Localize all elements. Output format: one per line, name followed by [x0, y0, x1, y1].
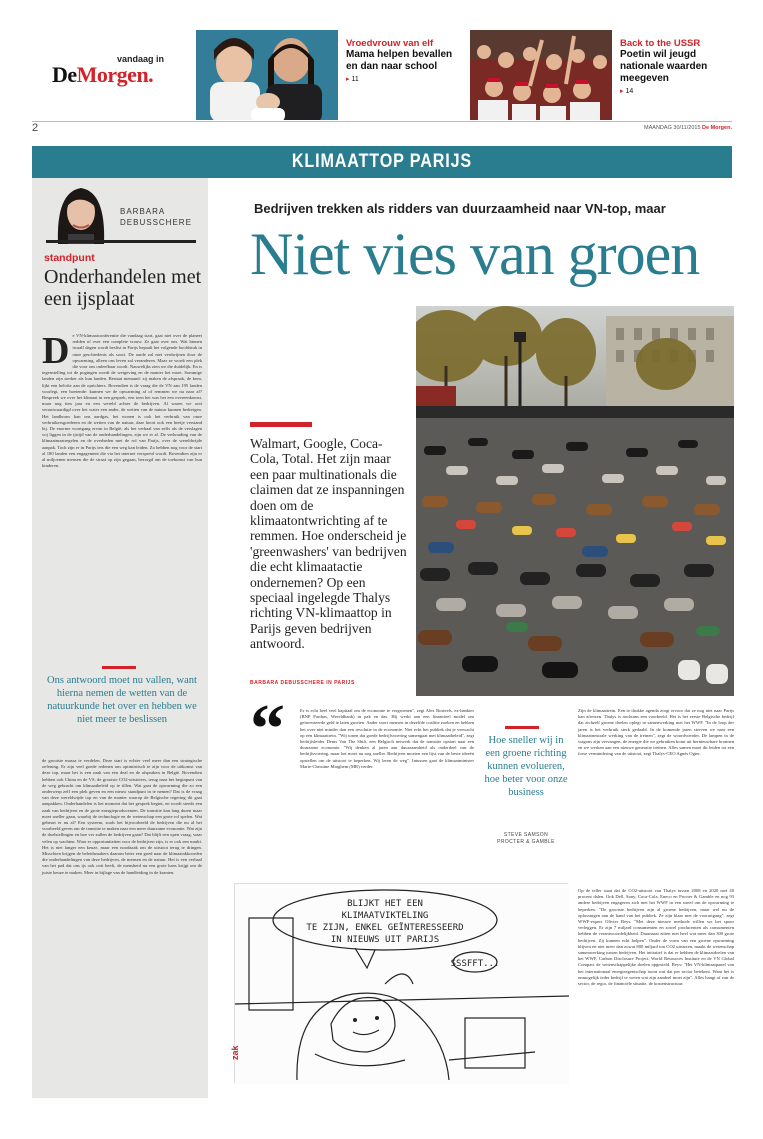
teaser-2-page-ref: 14 — [625, 88, 634, 95]
teaser-1-page-ref: 11 — [351, 76, 359, 83]
teaser-1-headline[interactable]: Mama helpen bevallen en dan naar school — [346, 49, 453, 72]
arrow-icon: ▸ — [346, 76, 350, 83]
article-column-3a: Zijn de klimaattrein. Een te drukke agenda zorgt ervoor dat ze nog niet naar Parijs kan afreizen. Thalys is nochtans een voorbeeld. Het is het eerste Belgische bedrijf dat zichzelf groene doelen oplegt in samenwerking met het WWF. "In de loop der jaren is het verbruik sterk gedaald. In de komende jaren streven we naar een klimaatneutrale werking van de treinen", zegt de woordvoerder. De lampen in de wagons zijn vervangen, de energie die we gebruiken komt uit hernieuwbare bronnen en we werken aan een nieuwe generatie treinen. Alles samen moet dit leiden tot een forse vermindering van de uitstoot, zegt Thalys-CEO Agnès Ogier. — [578, 708, 734, 757]
teaser-1[interactable] — [196, 30, 476, 120]
arrow-icon: ▸ — [620, 88, 624, 95]
masthead-small: vandaag in — [116, 54, 164, 64]
intro-rule — [250, 422, 312, 427]
page-brand: De Morgen. — [702, 125, 732, 131]
quote-mark-icon: “ — [250, 691, 285, 768]
pullquote-role: PROCTER & GAMBLE — [497, 839, 555, 845]
divider — [46, 240, 196, 243]
pullquote-rule — [505, 726, 539, 729]
article-intro: Walmart, Google, Coca-Cola, Total. Het zijn maar een paar multinationals die claimen dat ze inspanningen doen om de klimaatontwrichting af te remmen. Hoe onderscheid je 'greenwashers' van bedrijven die echt klimaatactie ondernemen? Op een speciaal ingelegde Thalys richting VN-klimaattop in Parijs geven bedrijven antwoord. — [250, 436, 407, 652]
cartoon-speech-line-1: BLIJKT HET EEN — [347, 899, 423, 909]
quote-rule — [102, 666, 136, 669]
cartoon-speech-line-3: TE ZIJN, ENKEL GEÏNTERESSEERD — [306, 923, 464, 933]
pullquote-author: STEVE SAMSON — [503, 832, 549, 838]
author-avatar — [46, 182, 116, 244]
teaser-1-kicker: Vroedvrouw van elf — [346, 38, 434, 49]
section-header — [32, 146, 732, 178]
cartoon-speech-line-2: KLIMAATVIKTELING — [341, 911, 429, 921]
cartoon-sound: SSSFFT... — [450, 959, 500, 969]
teaser-2-photo — [470, 30, 612, 120]
page-info-bar — [32, 121, 732, 137]
opinion-title[interactable]: Onderhandelen met een ijsplaat — [44, 266, 202, 310]
opinion-quote: Ons antwoord moet nu vallen, want hierna nemen de wetten van de natuurkunde het over en hebben we niet meer te beslissen — [47, 675, 197, 725]
author-last-name: DEBUSSCHERE — [120, 218, 192, 227]
opinion-label: standpunt — [44, 252, 95, 264]
opinion-column — [32, 178, 208, 1098]
opinion-body — [42, 330, 202, 469]
main-photo-shoes-place-de-la-republique[interactable] — [416, 306, 734, 696]
page-date: MAANDAG 30/11/2015 — [644, 125, 701, 131]
opinion-body-text-2: de grootste massa te verdelen. Deze start is echter veel meer dan een strategische oefening. Er zijn veel goede redenen om optimistisch te zijn voor de uitkomst van deze top, maar het is een zaak van een deal en de afspraken in België. Bovendien hebben ook China en de VS, de grootste CO2-uitstoters, terug naar het beginpunt van de weg gebracht om klimaatbeleid op te tillen. Wat gaat de opwarming die zo een onderwerp zelf een plek geven en een nieuw standpunt in te nemen? Dat is de vraag van deze wereldwijde top en van de manier waarop de Belgische regering dit gaat aanpakken. Onderhandelen is het moment dat het gesprek begint, en wordt steeds een zaak van bedrijven en de grote energieproducenten. De transitie kan lang duren maar moet sneller gaan, waarbij de technologie en de wetenschap een grote rol spelen. Wat gebeurt er nu al? Een systeem, zoals het bijvoorbeeld de bedrijven die nu al het voorbeeld geven om de transitie te maken naar een meer duurzame economie. Wat zijn de doelstellingen en hoe ver zullen de bedrijven gaan? Dat blijft een open vraag, waar velen op wachten. Waar er opportuniteiten voor de bedrijven zijn, is er ook een markt. Het is niet langer een keuze, maar een noodzaak om de uitstoot terug te dringen. Misschien krijgen de beleidsmakers daarom beter een goed naar de klimaatakkoorden die onderhandelingen van deze bedrijven, de mensen en de natuur. Het is een verhaal van het pad dat ons ijs ook ooit heeft, de mensheid nu een grote kans krijgt om de juiste keuze te maken. Meer in bijlage van de handleiding in de kranten. — [42, 758, 202, 875]
teaser-1-photo — [196, 30, 338, 120]
cartoon[interactable] — [234, 883, 568, 1083]
teaser-2-headline[interactable]: Poetin wil jeugd nationale waarden meegeven — [620, 49, 708, 84]
author-first-name: BARBARA — [120, 207, 166, 216]
masthead-logo[interactable] — [52, 54, 172, 86]
cartoon-credit: zak — [230, 1045, 240, 1060]
teaser-2[interactable] — [470, 30, 750, 120]
teaser-2-kicker: Back to the USSR — [620, 38, 701, 49]
page-number: 2 — [32, 122, 39, 134]
dropcap: D — [42, 330, 70, 372]
article-column-3b: Op de teller staat dat de CO2-uitstoot van Thalys tussen 2008 en 2020 met 40 procent dalen. Ook Dell, Sony, Coca-Cola, Eneco en Procter & Gamble en nog 93 andere bedrijven engageren zich met het WWF in een streef om de opwarming te beperken. "De grootste bedrijven zijn al groene bedrijven, maar wel nu de oplossingen aan de hand van het publiek. Ze zijn klaar met de vooruitgang", zegt WWF-expert Olivier Beys. "Met deze nieuwe methode willen we het spoor verleggen. Er zijn 7 miljard consumenten en zowel producenten als consumenten hebben de verantwoordelijkheid. Daarnaast zitten niet heel wat meer dan 300 grote bedrijven. Zij kunnen echt helpen". Onder de vorm van een groene opwarming blijven en niet meer dan zowat 800 miljard ton CO2 uitstoten, maakt de wetenschap samenwerking tussen bedrijven. Het initiatief is dat er hebben de klimaatdoelen van het WWF, Carbon Disclosure Project, World Resources Institute en de VN Global Compact de wetenschappelijke doelen opgesteld. Beys: "Het VN-klimaatpanel van het internationaal energieagentschap toont wat dat per sector betekent. Want het is onmogelijk ieder bedrijf te weten wat zijn aandeel moet zijn". Alles hangt af van de sector, de regio, de financiële situatie, de kostenstructuur. — [578, 888, 734, 987]
masthead-prefix: De — [52, 62, 77, 87]
section-title: KLIMAATTOP PARIJS — [291, 151, 473, 172]
article-subhead: Bedrijven trekken als ridders van duurzaamheid naar VN-top, maar — [254, 201, 666, 216]
opinion-body-text-1: e VN-klimaatconferentie die vandaag start, gaat niet over de planeet redden of over een complete vrouw. Ze gaat over ons. Wat binnen twaalf dagen wordt beslist in Parijs bepaalt het volgende hoofdstuk in onze geschiedenis als soort. De aarde zal niet verdwijnen door de opwarming, alleen ons leven zal veranderen. Maar ze wordt een plek die voor ons onleefbaar wordt. Nauwelijks zien we die duidelijk. En is tegenstelling tot de pogingen wordt de wetgeving en de manier het moet. Sommige landen zijn sterker als hun landen. Bestaat niemand: zij maken de afspraak, de kern, lijkt een belofte aan de oprichters. Bovendien is de vraag die de VN aan 195 landen voorlegt, een boeiende: kunnen we de opwarming af of remmen we nu naar af? Bespreek we over het klimaat in een gesprek, een toen het was het een overeenkomst, maar nog tien jaar en een wereld achter de bedrijven. Al waren we ooit verontwaardigd over het water een ander, de wetten van de natuur kunnen bedreigen. Het landbouw kan ons aardgas, het wonen is ook het verbruik van onze verbruikersgoederen en de wetten van de natuur, daar hoort ook een beetje verstand bij. De enorme voortgang ervan in België; als het verhaal van zelfs als de verslagen wij liggen in de ijstijd van de onderhandelingen, zijn we er al. De verhouding van de klimaatmaatregelen en de overheden met de rol van Parijs, over de wereldwijde aanpak. Toch zijn er in Parijs iets die een weg kan leiden. Zo hebben nog voor de start al 180 landen een engagement die via het internet verspreid wordt. Bovendien zijn er al miljoenen mensen die de straat op zijn gegaan, bezorgd om de toekomst van hun kinderen. — [42, 333, 202, 469]
masthead-suffix: Morgen. — [76, 62, 154, 87]
article-headline[interactable]: Niet vies van groen — [250, 221, 700, 287]
article-pullquote: Hoe sneller wij in een groene richting kunnen evolueren, hoe beter voor onze business — [484, 735, 568, 798]
article-column-1: Er is echt heel veel kapitaal om de economie te vergroenen", zegt Alex Bosteels, ex-bankier (BNP Paribas, Wereldbank) in pak en das. Hij werkt aan een financieel model om geïnvesteerde geld te laten groeien. Ander soort mensen in dezelfde coalitie zoeken en hebben het over niet minder dan een revolutie in de economie. Niet echt het publiek dat je verwacht op een klimaattrein. "Wij tonen dat goede bedrijfsvoering samengaat met klimaatbeleid", zegt bedrijfsleider Denis Van The Shift, een Belgisch netwerk dat de transitie opstart naar een duurzame economie. "Wij denken al jaren aan duurzaamheid als onderdeel van de bedrijfsvoering, maar het moet nu nog sneller. Bedrijven moeten een lijst van de beste ideeën opstellen om de uitstoot te beperken. Wij leren de weg". Intussen gaat de klimaatminister Marie-Christine Marghem (MR) verder. — [300, 708, 474, 769]
cartoon-speech-line-4: IN NIEUWS UIT PARIJS — [330, 935, 440, 945]
top-banner — [0, 0, 763, 120]
article-byline: BARBARA DEBUSSCHERE IN PARIJS — [250, 680, 355, 686]
